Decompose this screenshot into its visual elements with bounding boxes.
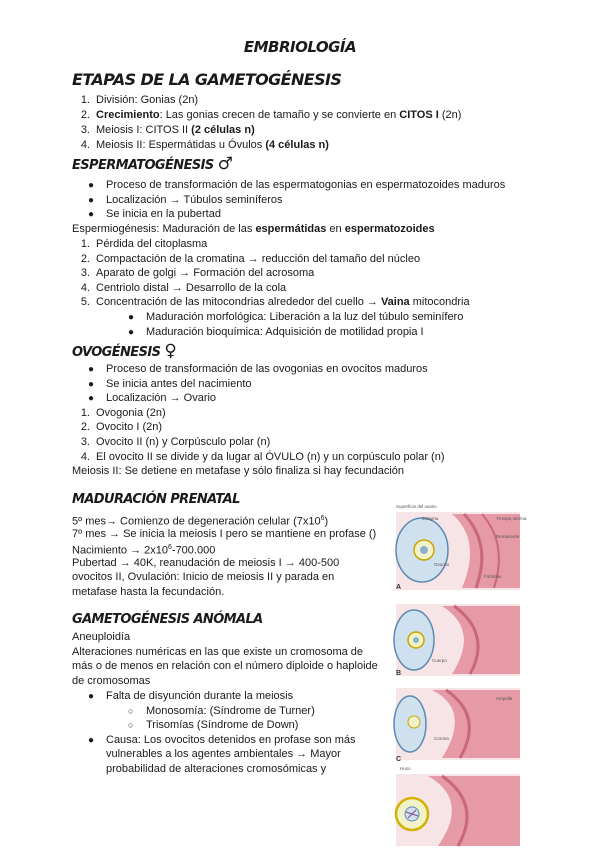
- figure-label: Huso: [400, 766, 411, 771]
- list-item: 4. Meiosis II: Espermátidas u Óvulos (4 células n): [80, 139, 329, 151]
- ovulation-illustration: [392, 500, 527, 848]
- figure-label: Remanente: [496, 534, 520, 539]
- panel-letter: A: [396, 584, 402, 591]
- text-line: Alteraciones numéricas en las que existe un cromosoma de: [72, 646, 364, 658]
- text-line: de cromosomas: [72, 675, 151, 687]
- list-item: 1. Ovogonia (2n): [80, 407, 166, 419]
- text-line: más o de menos en relación con el número diploide o haploide: [72, 660, 378, 672]
- heading-ovogenesis: OVOGÉNESIS ♀: [72, 341, 177, 361]
- list-item: ● Causa: Los ovocitos detenidos en profase son más: [88, 734, 356, 746]
- list-item: 2. Ovocito I (2n): [80, 421, 163, 433]
- figure-label: Superficie del ovario: [396, 504, 437, 509]
- list-item: 4. El ovocito II se divide y da lugar al ÓVULO (n) y un corpúsculo polar (n): [80, 451, 445, 463]
- list-item: 2. Crecimiento: Las gonias crecen de tamaño y se convierte en CITOS I (2n): [80, 109, 462, 121]
- heading-maduracion: MADURACIÓN PRENATAL: [72, 492, 240, 507]
- text-line: Pubertad → 40K, reanudación de meiosis I → 400-500: [72, 557, 340, 569]
- figure-label: Fimbrias: [484, 574, 502, 579]
- list-item: ● Se inicia antes del nacimiento: [88, 378, 252, 390]
- sub-list-item: ○ Trisomías (Síndrome de Down): [128, 719, 299, 731]
- meiosis-ii-line: Meiosis II: Se detiene en metafase y sólo finaliza si hay fecundación: [72, 465, 405, 477]
- subheading-aneuploidia: Aneuploidía: [72, 631, 131, 643]
- text-line: metafase hasta la fecundación.: [72, 586, 225, 598]
- panel-letter: C: [396, 756, 402, 763]
- list-item: 2. Compactación de la cromatina → reducción del tamaño del núcleo: [80, 253, 421, 265]
- list-item: ● Localización → Túbulos seminíferos: [88, 194, 283, 206]
- list-item: 1. Pérdida del citoplasma: [80, 238, 208, 250]
- figure-label: Cuerpo: [432, 658, 447, 663]
- figure-label: Trompa uterina: [496, 516, 527, 521]
- sub-list-item: ● Maduración bioquímica: Adquisición de motilidad propia I: [128, 326, 424, 338]
- text-line: 5º mes→ Comienzo de degeneración celular $(7x10^6)$: [72, 515, 329, 528]
- figure-label: Corona: [434, 736, 449, 741]
- list-item: ● Se inicia en la pubertad: [88, 208, 221, 220]
- male-symbol-icon: ♂: [217, 154, 233, 174]
- text-line: probabilidad de alteraciones cromosómicas y: [106, 763, 327, 775]
- list-item: ● Proceso de transformación de las ovogonias en ovocitos maduros: [88, 363, 428, 375]
- figure-label: Estigma: [422, 516, 439, 521]
- figure-label: Ampolla: [496, 696, 513, 701]
- panel-letter: B: [396, 670, 402, 677]
- list-item: 3. Meiosis I: CITOS II (2 células n): [80, 124, 255, 136]
- sub-list-item: ● Maduración morfológica: Liberación a la luz del túbulo seminífero: [128, 311, 464, 323]
- text-line: ovocitos II, Ovulación: Inicio de meiosis II y parada en: [72, 571, 335, 583]
- heading-anomala: GAMETOGÉNESIS ANÓMALA: [72, 612, 263, 627]
- list-item: ● Localización → Ovario: [88, 392, 217, 404]
- figure-label: Ovocito: [434, 562, 450, 567]
- text-line: vulnerables a los agentes ambientales → Mayor: [106, 748, 341, 760]
- heading-etapas: ETAPAS DE LA GAMETOGÉNESIS: [72, 70, 342, 89]
- espermiogenesis-line: Espermiogénesis: Maduración de las espermátidas en espermatozoides: [72, 223, 435, 235]
- list-item: 3. Aparato de golgi → Formación del acrosoma: [80, 267, 315, 279]
- text-line: 7º mes → Se inicia la meiosis I pero se mantiene en profase (): [72, 528, 377, 540]
- female-symbol-icon: ♀: [164, 341, 177, 361]
- list-item: ● Falta de disyunción durante la meiosis: [88, 690, 294, 702]
- heading-espermatogenesis: ESPERMATOGÉNESIS ♂: [72, 154, 233, 174]
- text-line: Nacimiento → $2x10^6-700.000$: [72, 544, 216, 557]
- list-item: 1. División: Gonias (2n): [80, 94, 199, 106]
- list-item: 4. Centriolo distal → Desarrollo de la cola: [80, 282, 287, 294]
- list-item: 3. Ovocito II (n) y Corpúsculo polar (n): [80, 436, 271, 448]
- list-item: ● Proceso de transformación de las espermatogonias en espermatozoides maduros: [88, 179, 506, 191]
- list-item: 5. Concentración de las mitocondrias alrededor del cuello → Vaina mitocondria: [80, 296, 470, 308]
- page-title: EMBRIOLOGÍA: [243, 38, 357, 56]
- ovulation-figure: [392, 500, 527, 848]
- sub-list-item: ○ Monosomía: (Síndrome de Turner): [128, 705, 315, 717]
